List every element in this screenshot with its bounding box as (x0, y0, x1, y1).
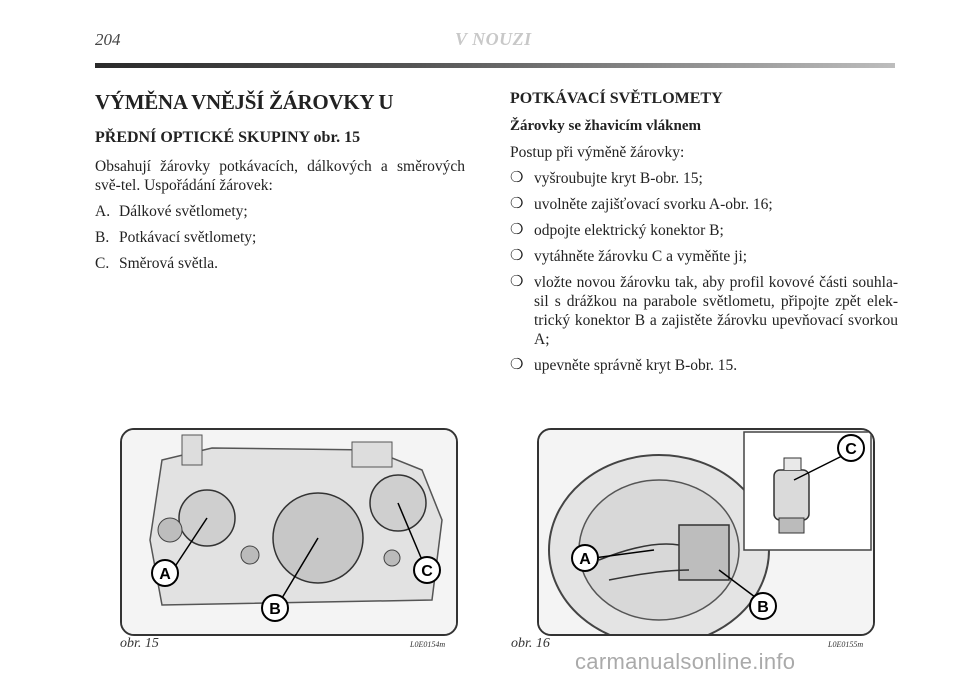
step-text: upevněte správně kryt B-obr. 15. (534, 357, 738, 374)
intro-text: Obsahují žárovky potkávacích, dálkových a směrových svě-tel. Uspořádání žárovek: (95, 158, 465, 194)
bulb-list (95, 202, 465, 273)
list-item (510, 247, 898, 266)
page-number: 204 (95, 30, 121, 49)
bullet-icon: ❍ (510, 357, 524, 373)
left-column (95, 90, 465, 280)
list-item (95, 254, 465, 273)
list-item (510, 356, 898, 375)
item-text: Potkávací světlomety; (119, 229, 257, 246)
bullet-icon: ❍ (510, 222, 524, 238)
step-text: vyšroubujte kryt B-obr. 15; (534, 170, 703, 187)
bullet-icon: ❍ (510, 196, 524, 212)
list-item (510, 221, 898, 240)
label-c: C (845, 441, 857, 458)
figure-caption: obr. 15 (120, 636, 159, 651)
list-item (95, 228, 465, 247)
bulb-illustration (539, 430, 873, 634)
step-text: odpojte elektrický konektor B; (534, 222, 724, 239)
right-column (510, 90, 898, 382)
label-b: B (269, 601, 281, 618)
list-item (510, 169, 898, 188)
procedure-steps (510, 169, 898, 375)
step-text: vložte novou žárovku tak, aby profil kovové části souhla-sil s drážkou na parabole světlometu, připojte zpět elek-trický konektor B a zajistěte žárovku upevňovací svorkou A; (534, 274, 898, 348)
item-mark: B. (95, 229, 110, 246)
subtitle-ref: obr. 15 (313, 129, 361, 146)
item-text: Směrová světla. (119, 255, 219, 272)
bullet-icon: ❍ (510, 170, 524, 186)
label-a: A (159, 566, 171, 583)
figure-headlamp-assembly (120, 428, 458, 636)
section-title: V NOUZI (455, 29, 532, 49)
figure-code: L0E0155m (828, 640, 864, 649)
header-rule (95, 63, 895, 68)
list-item (510, 273, 898, 349)
item-mark: C. (95, 255, 110, 272)
list-item (510, 195, 898, 214)
list-item (95, 202, 465, 221)
figure-caption: obr. 16 (511, 636, 550, 651)
step-text: vytáhněte žárovku C a vyměňte ji; (534, 248, 748, 265)
item-mark: A. (95, 203, 111, 220)
procedure-intro: Postup při výměně žárovky: (510, 144, 685, 161)
figure-bulb-replacement (537, 428, 875, 636)
bullet-icon: ❍ (510, 274, 524, 290)
label-b: B (757, 599, 769, 616)
watermark: carmanualsonline.info (575, 649, 796, 674)
subtitle (95, 129, 465, 147)
subtitle-main: PŘEDNÍ OPTICKÉ SKUPINY (95, 129, 310, 146)
headlamp-illustration (122, 430, 456, 634)
section-heading: POTKÁVACÍ SVĚTLOMETY (510, 90, 723, 107)
figure-code: L0E0154m (410, 640, 446, 649)
step-text: uvolněte zajišťovací svorku A-obr. 16; (534, 196, 773, 213)
main-title: VÝMĚNA VNĚJŠÍ ŽÁROVKY U (95, 90, 394, 114)
item-text: Dálkové světlomety; (119, 203, 248, 220)
bullet-icon: ❍ (510, 248, 524, 264)
section-subheading: Žárovky se žhavicím vláknem (510, 118, 701, 134)
label-a: A (579, 551, 591, 568)
label-c: C (421, 563, 433, 580)
